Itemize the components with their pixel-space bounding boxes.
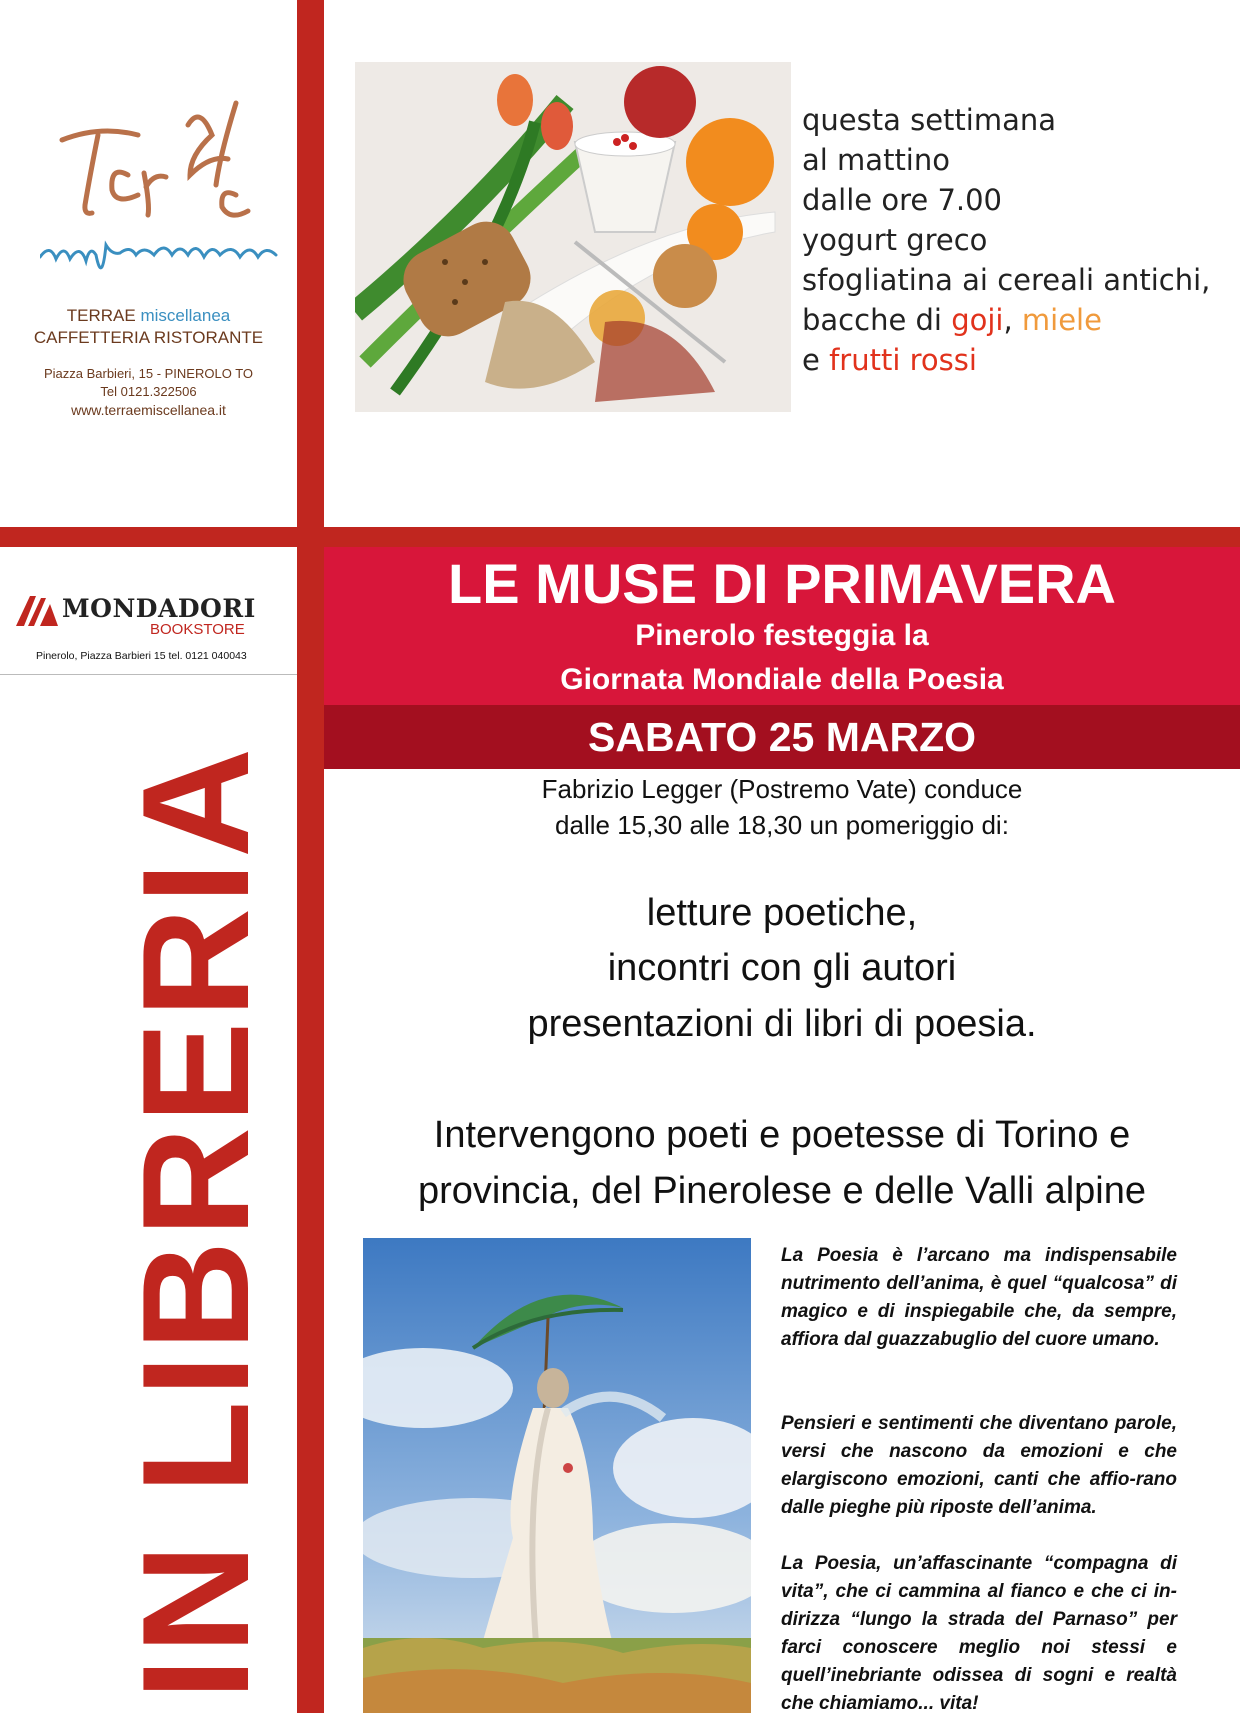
event-date: SABATO 25 MARZO — [587, 714, 977, 760]
terrae-website[interactable]: www.terraemiscellanea.it — [71, 402, 226, 418]
poetry-paragraph-1: La Poesia è l’arcano ma indispensabile nutrimento dell’anima, è quel “qualcosa” di magico e di inspiegabile che, da sempre, affiora dal guazzabuglio del cuore umano. — [781, 1245, 1177, 1350]
miele-text: miele — [1021, 303, 1102, 337]
terrae-name — [0, 306, 297, 326]
breakfast-text — [802, 100, 1232, 380]
activity-1: letture poetiche, — [646, 892, 918, 934]
intro-line-2: dalle 15,30 alle 18,30 un pomeriggio di: — [555, 810, 1009, 840]
terrae-logo — [40, 95, 290, 295]
goji-text: goji — [951, 303, 1004, 337]
terrae-subtitle: CAFFETTERIA RISTORANTE — [33, 328, 264, 347]
terrae-name-blue: miscellanea — [140, 306, 231, 325]
breakfast-line-6 — [802, 300, 1232, 340]
comma-text: , — [1003, 303, 1022, 337]
poetry-paragraph-2: Pensieri e sentimenti che diventano parole, versi che nascono da emozioni e che elargiscono emozioni, canti che affio-rano dalle pieghe più riposte dell’anima. — [781, 1413, 1177, 1518]
frutti-text: frutti rossi — [829, 343, 977, 377]
breakfast-line-7 — [802, 340, 1232, 380]
mondadori-name: MONDADORI — [62, 594, 256, 623]
intro-line-1: Fabrizio Legger (Postremo Vate) conduce — [541, 774, 1023, 804]
mondadori-bookstore: BOOKSTORE — [150, 621, 245, 638]
poetry-paragraph-3: La Poesia, un’affascinante “compagna di vita”, che ci cammina al fianco e che ci in-dirizza “lungo la strada del Parnaso” per farci conoscere meglio noi stessi e quell’inebriante odissea di sogni e realtà che chiamiamo... vita! — [781, 1553, 1177, 1714]
breakfast-line-5: sfogliatina ai cereali antichi, — [802, 263, 1211, 297]
terrae-name-plain: TERRAE — [66, 306, 136, 325]
guests-line-2: provincia, del Pinerolese e delle Valli alpine — [417, 1170, 1147, 1212]
guests-line-1: Intervengono poeti e poetesse di Torino e — [433, 1114, 1131, 1156]
vertical-red-divider — [297, 0, 324, 1713]
terrae-address: Piazza Barbieri, 15 - PINEROLO TO — [43, 366, 254, 381]
mondadori-logo-icon — [14, 592, 60, 628]
event-subtitle-1: Pinerolo festeggia la — [635, 619, 929, 652]
breakfast-line-6-prefix: bacche di — [802, 303, 952, 337]
in-libreria-title: IN LIBRERIA — [111, 744, 281, 1700]
event-subtitle-2: Giornata Mondiale della Poesia — [560, 663, 1004, 696]
activity-2: incontri con gli autori — [607, 947, 957, 989]
breakfast-line-3: dalle ore 7.00 — [802, 183, 1003, 217]
event-title: LE MUSE DI PRIMAVERA — [448, 552, 1116, 615]
woman-with-parasol-painting — [363, 1238, 751, 1713]
breakfast-line-4: yogurt greco — [802, 223, 988, 257]
horizontal-red-divider — [0, 527, 1240, 547]
breakfast-photo — [355, 62, 791, 412]
breakfast-line-1: questa settimana — [802, 103, 1057, 137]
mondadori-address: Pinerolo, Piazza Barbieri 15 tel. 0121 040043 — [36, 650, 247, 662]
breakfast-line-7-prefix: e — [802, 343, 830, 377]
activity-3: presentazioni di libri di poesia. — [527, 1003, 1037, 1045]
breakfast-line-2: al mattino — [802, 143, 950, 177]
terrae-phone: Tel 0121.322506 — [100, 384, 197, 399]
